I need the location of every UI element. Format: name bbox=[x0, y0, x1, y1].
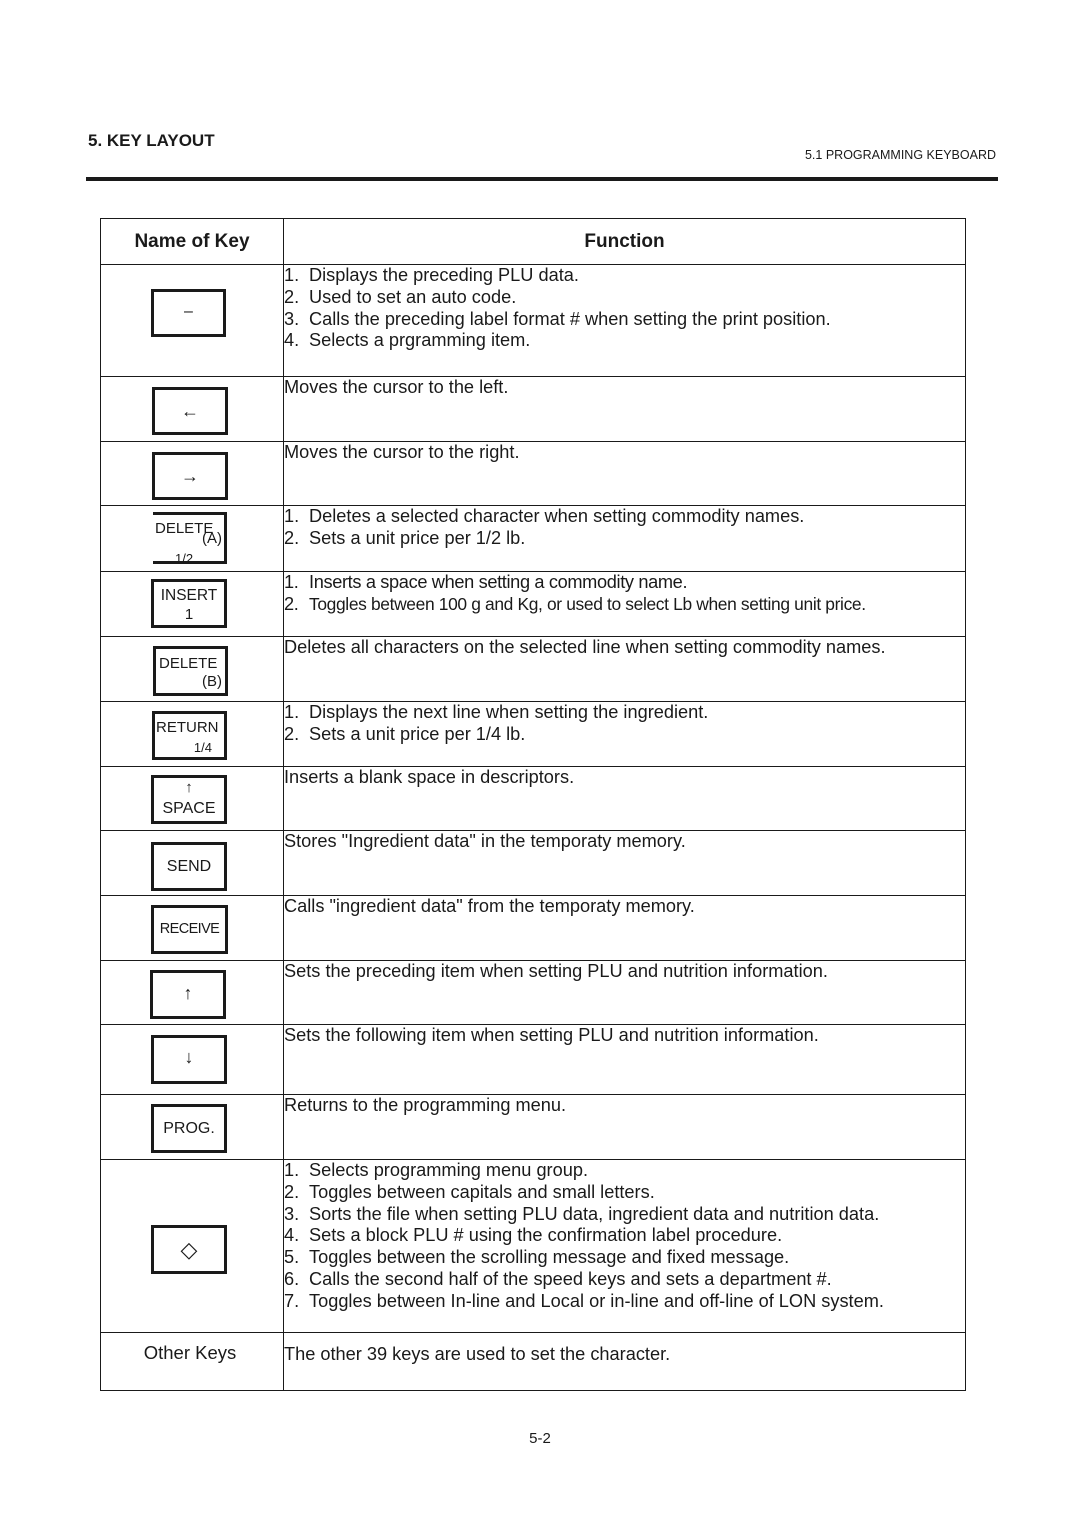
list-item: 2. Toggles between capitals and small letters. bbox=[284, 1181, 655, 1202]
list-item: 2. Used to set an auto code. bbox=[284, 286, 517, 307]
space-arrow-icon: ↑ bbox=[185, 779, 193, 796]
function-text: Moves the cursor to the left. bbox=[284, 377, 509, 397]
function-cell bbox=[284, 1095, 966, 1160]
insert-num-label: 1 bbox=[184, 606, 194, 623]
key-cell bbox=[101, 442, 284, 506]
right-arrow-icon: → bbox=[181, 466, 199, 486]
function-cell bbox=[284, 506, 966, 572]
space-label: SPACE bbox=[162, 800, 216, 817]
function-cell bbox=[284, 961, 966, 1025]
key-cell bbox=[101, 1160, 284, 1333]
function-text: Returns to the programming menu. bbox=[284, 1095, 567, 1115]
function-list bbox=[284, 265, 965, 352]
send-key bbox=[151, 842, 227, 891]
list-item: 1. Selects programming menu group. bbox=[284, 1160, 589, 1180]
list-item: 1. Displays the preceding PLU data. bbox=[284, 265, 579, 285]
function-cell bbox=[284, 1025, 966, 1095]
diamond-icon: ◇ bbox=[180, 1237, 198, 1262]
down-arrow-icon: ↓ bbox=[184, 1047, 194, 1067]
key-cell bbox=[101, 506, 284, 572]
receive-key bbox=[151, 905, 228, 954]
list-item: 2. Toggles between 100 g and Kg, or used to select Lb when setting unit price. bbox=[284, 593, 866, 614]
return-label: RETURN bbox=[156, 719, 219, 736]
diamond-key bbox=[151, 1225, 227, 1274]
table-row bbox=[101, 265, 966, 377]
key-cell bbox=[101, 961, 284, 1025]
table-row bbox=[101, 1025, 966, 1095]
key-cell bbox=[101, 1333, 284, 1391]
up-arrow-key bbox=[150, 970, 226, 1019]
key-cell bbox=[101, 1025, 284, 1095]
table-row bbox=[101, 637, 966, 702]
col-header-key: Name of Key bbox=[101, 219, 284, 265]
list-item: 5. Toggles between the scrolling message and fixed message. bbox=[284, 1247, 790, 1268]
function-list bbox=[284, 702, 965, 746]
return-quarter-label: 1/4 bbox=[193, 740, 212, 755]
table-row bbox=[101, 442, 966, 506]
key-cell bbox=[101, 265, 284, 377]
function-text: Sets the following item when setting PLU and nutrition information. bbox=[284, 1025, 819, 1045]
delete-b-key bbox=[153, 646, 228, 696]
delete-a-half-label: 1/2 bbox=[175, 551, 194, 566]
table-row bbox=[101, 377, 966, 442]
send-label: SEND bbox=[166, 858, 212, 875]
key-cell bbox=[101, 896, 284, 961]
key-cell bbox=[101, 702, 284, 767]
left-arrow-icon: ← bbox=[181, 401, 199, 421]
prog-key bbox=[151, 1104, 227, 1153]
function-text: Moves the cursor to the right. bbox=[284, 442, 520, 462]
header-rule bbox=[86, 177, 998, 181]
list-item: 7. Toggles between In-line and Local or in-line and off-line of LON system. bbox=[284, 1290, 884, 1311]
key-cell bbox=[101, 831, 284, 896]
key-cell bbox=[101, 637, 284, 702]
function-list bbox=[284, 1160, 965, 1313]
table-row bbox=[101, 1333, 966, 1391]
function-cell bbox=[284, 572, 966, 637]
table-row bbox=[101, 1160, 966, 1333]
key-cell bbox=[101, 377, 284, 442]
list-item: 4. Selects a prgramming item. bbox=[284, 330, 531, 351]
function-cell bbox=[284, 831, 966, 896]
function-list bbox=[284, 572, 965, 616]
list-item: 6. Calls the second half of the speed keys and sets a department #. bbox=[284, 1268, 832, 1289]
list-item: 3. Calls the preceding label format # when setting the print position. bbox=[284, 308, 831, 329]
down-arrow-key bbox=[151, 1035, 227, 1084]
table-row bbox=[101, 961, 966, 1025]
function-text: Inserts a blank space in descriptors. bbox=[284, 767, 575, 787]
function-text: The other 39 keys are used to set the character. bbox=[284, 1344, 671, 1364]
function-cell bbox=[284, 767, 966, 831]
function-cell bbox=[284, 702, 966, 767]
function-text: Stores "Ingredient data" in the temporaty memory. bbox=[284, 831, 686, 851]
list-item: 1. Deletes a selected character when setting commodity names. bbox=[284, 506, 805, 526]
right-arrow-key bbox=[152, 452, 228, 500]
table-row bbox=[101, 702, 966, 767]
function-text: Sets the preceding item when setting PLU and nutrition information. bbox=[284, 961, 828, 981]
insert-label: INSERT bbox=[160, 587, 218, 604]
delete-b-sub-label: (B) bbox=[202, 673, 222, 690]
list-item: 1. Displays the next line when setting the ingredient. bbox=[284, 702, 709, 722]
list-item: 4. Sets a block PLU # using the confirmation label procedure. bbox=[284, 1225, 783, 1246]
function-cell bbox=[284, 896, 966, 961]
list-item: 2. Sets a unit price per 1/4 lb. bbox=[284, 723, 526, 744]
prog-label: PROG. bbox=[163, 1120, 215, 1137]
table-header-row bbox=[101, 219, 966, 265]
table-row bbox=[101, 831, 966, 896]
key-cell bbox=[101, 767, 284, 831]
return-key bbox=[152, 711, 227, 760]
function-text: Calls "ingredient data" from the temporaty memory. bbox=[284, 896, 695, 916]
function-text: Deletes all characters on the selected line when setting commodity names. bbox=[284, 637, 886, 657]
function-cell bbox=[284, 1333, 966, 1391]
table-row bbox=[101, 1095, 966, 1160]
list-item: 2. Sets a unit price per 1/2 lb. bbox=[284, 527, 526, 548]
space-key bbox=[151, 775, 227, 824]
page-number: 5-2 bbox=[529, 1430, 551, 1447]
function-cell bbox=[284, 377, 966, 442]
delete-a-label: DELETE bbox=[155, 520, 214, 537]
minus-key-label: – bbox=[184, 303, 193, 320]
function-list bbox=[284, 506, 965, 550]
receive-label: RECEIVE bbox=[159, 921, 220, 937]
table-row bbox=[101, 572, 966, 637]
insert-key bbox=[151, 579, 227, 628]
delete-b-label: DELETE bbox=[159, 655, 218, 672]
key-function-table bbox=[100, 218, 966, 1391]
key-cell bbox=[101, 1095, 284, 1160]
subsection-title: 5.1 PROGRAMMING KEYBOARD bbox=[804, 148, 996, 162]
list-item: 1. Inserts a space when setting a commodity name. bbox=[284, 572, 688, 592]
left-arrow-key bbox=[152, 387, 228, 435]
table-row bbox=[101, 506, 966, 572]
list-item: 3. Sorts the file when setting PLU data, ingredient data and nutrition data. bbox=[284, 1203, 880, 1224]
col-header-function: Function bbox=[284, 219, 966, 265]
function-cell bbox=[284, 637, 966, 702]
delete-a-key bbox=[153, 512, 227, 564]
other-keys-label: Other Keys bbox=[143, 1342, 237, 1363]
up-arrow-icon: ↑ bbox=[183, 983, 193, 1003]
minus-key bbox=[151, 289, 226, 337]
delete-a-sub-label: (A) bbox=[202, 530, 222, 547]
key-cell bbox=[101, 572, 284, 637]
function-cell bbox=[284, 1160, 966, 1333]
section-title: 5. KEY LAYOUT bbox=[88, 131, 215, 150]
table-row bbox=[101, 767, 966, 831]
function-cell bbox=[284, 265, 966, 377]
table-row bbox=[101, 896, 966, 961]
function-cell bbox=[284, 442, 966, 506]
